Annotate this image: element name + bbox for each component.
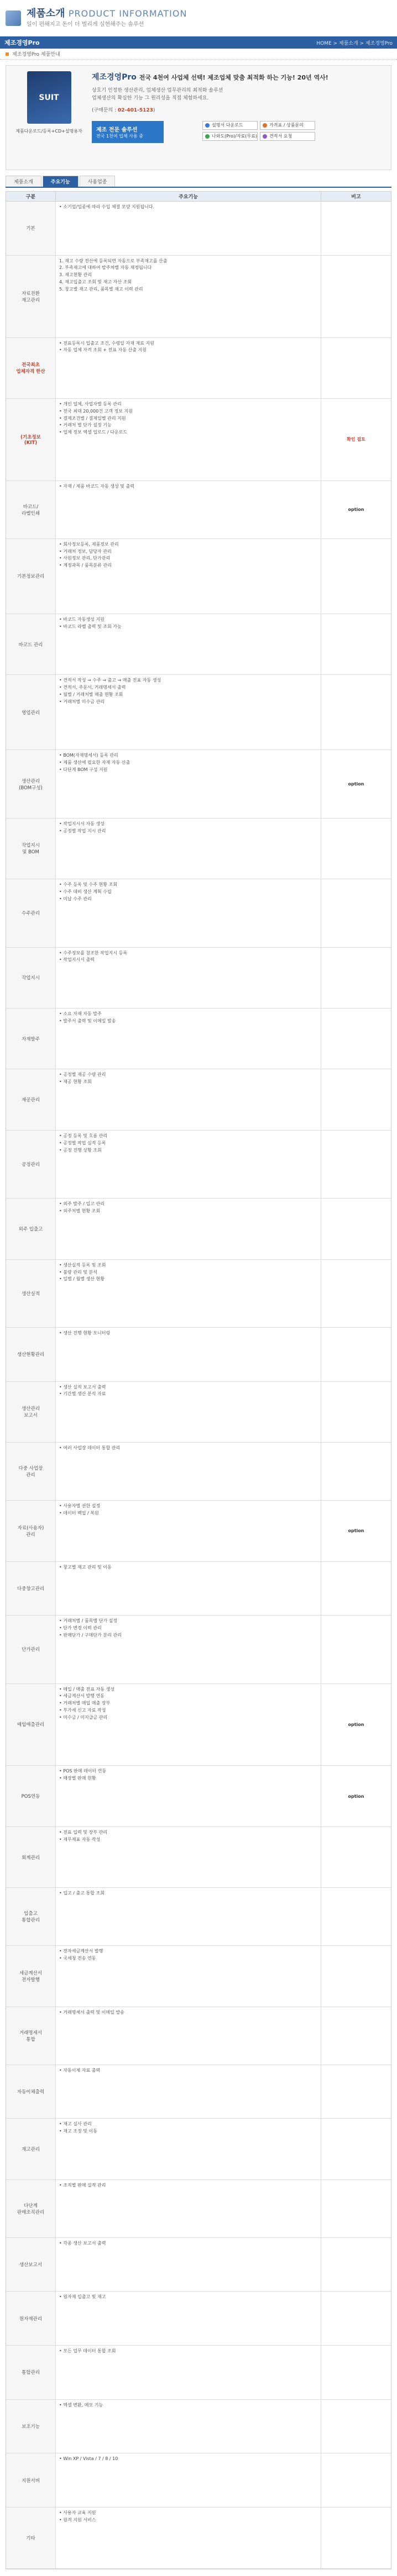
row-features: • 견적서 작성 → 수주 → 출고 → 매출 전표 자동 생성 • 견적서, 주문서, 거래명세서 출력 • 월별 / 거래처별 매출 현황 조회 • 거래처별 미수금 관리 — [56, 675, 321, 749]
row-note — [321, 879, 391, 947]
table-row — [6, 2238, 391, 2292]
btn-label: 견적서 요청 — [269, 134, 292, 139]
row-note — [321, 1827, 391, 1887]
table-row — [6, 2007, 391, 2065]
row-note — [321, 1888, 391, 1945]
table-row — [6, 1131, 391, 1199]
row-features: • 생산 실적 보고서 출력 • 기간별 생산 분석 자료 — [56, 1382, 321, 1442]
row-note — [321, 1946, 391, 2006]
table-row — [6, 1616, 391, 1683]
quote-icon — [263, 134, 267, 139]
table-row — [6, 1562, 391, 1616]
purchase-inquiry — [92, 106, 385, 113]
row-category: 세금계산서 전자발행 — [6, 1946, 56, 2006]
row-note — [321, 202, 391, 255]
row-features: • 개인 업체, 사업자별 등록 관리 • 전국 최대 20,000건 고객 정보 지원 • 결제조건별 / 결제일별 관리 지원 • 거래처 별 단가 설정 기능 • 업체 정보 엑셀 업로드 / 다운로드 — [56, 399, 321, 481]
header-note: 비고 — [351, 194, 361, 200]
row-features: • 엑셀 변환, 메모 기능 — [56, 2400, 321, 2453]
inquiry-phone: 02-401-5123 — [118, 107, 153, 113]
row-note — [321, 614, 391, 674]
row-features: • 모든 업무 데이터 통합 조회 — [56, 2346, 321, 2399]
row-features: • 수주 등록 및 수주 현황 조회 • 수주 대비 생산 계획 수립 • 미납 수주 관리 — [56, 879, 321, 947]
row-features: • 거래처별 / 품목별 단가 설정 • 단가 변경 이력 관리 • 판매단가 / 구매단가 분리 관리 — [56, 1616, 321, 1683]
row-note — [321, 1069, 391, 1129]
row-note: option — [348, 1528, 364, 1534]
row-features: • 외주 발주 / 입고 관리 • 외주처별 현황 조회 — [56, 1199, 321, 1259]
row-note — [321, 2508, 391, 2568]
row-features: • 작업지시서 자동 생성 • 공정별 작업 지시 관리 — [56, 819, 321, 879]
tab-product-intro[interactable]: 제품소개 — [6, 176, 41, 187]
row-note — [321, 1328, 391, 1381]
header-title-ko: 제품소개 — [27, 7, 65, 19]
row-note — [321, 2238, 391, 2292]
row-category: 거래명세서 통합 — [6, 2007, 56, 2065]
row-note — [321, 1199, 391, 1259]
row-features: • POS 판매 데이터 연동 • 매장별 판매 현황 — [56, 1766, 321, 1826]
row-note: 확인 검토 — [347, 437, 365, 442]
table-row — [6, 1382, 391, 1443]
table-row — [6, 1443, 391, 1501]
row-features: • 바코드 자동생성 지원 • 바코드 라벨 출력 및 조회 가능 — [56, 614, 321, 674]
row-features: • 창고별 재고 관리 및 이동 — [56, 1562, 321, 1616]
product-buttons — [202, 121, 315, 141]
table-row — [6, 1260, 391, 1328]
row-category: 매입매출관리 — [6, 1684, 56, 1766]
row-features: • 생산실적 등록 및 조회 • 불량 관리 및 분석 • 일별 / 월별 생산 현황 — [56, 1260, 321, 1327]
trial-icon — [205, 134, 210, 139]
table-row — [6, 338, 391, 399]
product-name-line — [92, 71, 385, 82]
row-category: 기본정보관리 — [6, 539, 56, 614]
row-category: 작업지시 및 BOM — [6, 819, 56, 879]
table-row — [6, 202, 391, 256]
row-features: • 재고 실사 관리 • 재고 조정 및 이동 — [56, 2119, 321, 2179]
row-note: option — [348, 1722, 364, 1727]
row-note: option — [348, 507, 364, 513]
table-row — [6, 750, 391, 818]
download-icon — [205, 123, 210, 128]
table-row — [6, 879, 391, 947]
btn-label: 설명서 다운로드 — [212, 123, 243, 128]
row-features: • 거래명세서 출력 및 이메일 발송 — [56, 2007, 321, 2065]
table-row — [6, 1888, 391, 1946]
row-note — [321, 539, 391, 614]
product-tagline: 전국 4천여 사업체 선택! 제조업체 맞춤 최적화 하는 기능! 20년 역사! — [139, 74, 328, 81]
header-title-en: PRODUCT INFORMATION — [68, 8, 187, 19]
row-note — [321, 2453, 391, 2507]
table-row — [6, 2508, 391, 2568]
product-description: 상호기 인정한 생산관리, 업체생산 업무관리의 최적화 솔루션 업체생산의 확실한 기능 그 원리성을 직접 체험하세요. — [92, 88, 223, 102]
row-category: 재고관리 — [6, 2119, 56, 2179]
row-note — [321, 2346, 391, 2399]
row-category: 자재발주 — [6, 1009, 56, 1069]
table-body — [6, 202, 391, 2569]
tab-bar — [6, 176, 391, 188]
row-note: option — [348, 1793, 364, 1799]
row-note: option — [348, 782, 364, 787]
row-category: 수주관리 — [6, 879, 56, 947]
section-bar — [0, 49, 397, 60]
row-note — [321, 2400, 391, 2453]
table-header — [6, 192, 391, 202]
section-label: 제조경영Pro 제품안내 — [12, 52, 60, 57]
row-category: 원자재관리 — [6, 2292, 56, 2345]
row-category: (기초정보 (KIT) — [6, 399, 56, 481]
logo-icon — [6, 10, 21, 26]
table-row — [6, 675, 391, 750]
row-note — [321, 819, 391, 879]
row-category: 자동이체출력 — [6, 2065, 56, 2119]
inquiry-end: ) — [153, 107, 155, 113]
table-row — [6, 2400, 391, 2454]
row-features: • 전표등록시 입출고 조건, 수령일 자재 재료 지원 • 자동 업체 자격 조회 + 전표 자동 산출 지원 — [56, 338, 321, 398]
row-features: 1. 재고 수량 전산에 등록되면 자동으로 부족재고를 산출 2. 부족재고에 대하여 발주처별 자동 재정됩니다 3. 재고현황 관리 4. 재고입출고 조회 및 재고 자산 조회 5. 창고별 재고 관리, 품목별 재고 이력 관리 — [56, 256, 321, 337]
row-note — [321, 1009, 391, 1069]
row-features: • 수주정보를 참조한 작업지시 등록 • 작업지시서 출력 — [56, 948, 321, 1008]
row-category: 재공관리 — [6, 1069, 56, 1129]
row-category: 기타 — [6, 2508, 56, 2568]
row-note — [321, 1382, 391, 1442]
table-row — [6, 2180, 391, 2238]
row-note — [321, 1443, 391, 1500]
row-note — [321, 1562, 391, 1616]
row-category: 다단계 판매조직관리 — [6, 2180, 56, 2237]
header-features: 주요기능 — [56, 192, 321, 201]
row-features: • 매입 / 매출 전표 자동 생성 • 세금계산서 발행 연동 • 거래처별 매입 매출 장부 • 부가세 신고 자료 작성 • 미수금 / 미지급금 관리 — [56, 1684, 321, 1766]
row-note — [321, 948, 391, 1008]
row-category: 생산관리 (BOM구성) — [6, 750, 56, 817]
row-category: 생산관리 보고서 — [6, 1382, 56, 1442]
row-note — [321, 2180, 391, 2237]
badge-title: 제조 전문 솔루션 — [96, 126, 138, 133]
row-features: • 원자재 입출고 및 재고 — [56, 2292, 321, 2345]
table-row — [6, 1009, 391, 1069]
product-info — [86, 71, 385, 164]
tab-industries[interactable]: 사용업종 — [80, 176, 116, 187]
free-trial-button[interactable] — [202, 132, 258, 141]
badge-sub: 전국 1천여 업체 사용 중 — [96, 133, 143, 139]
tab-main-features[interactable]: 주요기능 — [43, 176, 79, 187]
row-note — [321, 2292, 391, 2345]
page-title: 제조경영Pro — [4, 39, 40, 46]
row-category: 자료(사용자) 관리 — [6, 1501, 56, 1561]
table-row — [6, 2346, 391, 2400]
row-features: • 사용자별 권한 설정 • 데이터 백업 / 복원 — [56, 1501, 321, 1561]
table-row — [6, 481, 391, 539]
quote-request-button[interactable] — [260, 132, 315, 141]
row-features: • BOM(자재명세서) 등록 관리 • 제품 생산에 필요한 자재 자동 산출 • 다단계 BOM 구성 지원 — [56, 750, 321, 817]
product-image — [12, 71, 86, 164]
row-category: 입출고 통합관리 — [6, 1888, 56, 1945]
product-box-image: SUIT — [27, 71, 71, 124]
table-row — [6, 1501, 391, 1561]
row-features: • 자재 / 제품 바코드 자동 생성 및 출력 — [56, 481, 321, 539]
row-category: 생산현황관리 — [6, 1328, 56, 1381]
row-features: • 전자세금계산서 발행 • 국세청 전송 연동 — [56, 1946, 321, 2006]
row-category: 외주 입출고 — [6, 1199, 56, 1259]
row-features: • 공정 등록 및 흐름 관리 • 공정별 작업 실적 등록 • 공정 진행 상황 조회 — [56, 1131, 321, 1198]
row-features: • 각종 생산 보고서 출력 — [56, 2238, 321, 2292]
feature-table — [6, 191, 391, 2569]
row-category: 회계관리 — [6, 1827, 56, 1887]
row-category: 다중창고관리 — [6, 1562, 56, 1616]
row-category: 공정관리 — [6, 1131, 56, 1198]
table-row — [6, 1827, 391, 1888]
row-category: 바코드 관리 — [6, 614, 56, 674]
row-features: • 자동이체 자료 출력 — [56, 2065, 321, 2119]
table-row — [6, 1069, 391, 1130]
title-bar — [0, 36, 397, 49]
row-features: • 소기업/업종에 따라 수입 체결 모양 지원됩니다. — [56, 202, 321, 255]
row-features: • 소요 자재 자동 발주 • 발주서 출력 및 이메일 발송 — [56, 1009, 321, 1069]
table-row — [6, 1199, 391, 1259]
product-badge — [92, 121, 164, 143]
row-note — [321, 256, 391, 337]
product-name: 제조경영Pro — [92, 73, 137, 82]
header-category: 구분 — [6, 192, 56, 201]
table-row — [6, 256, 391, 338]
row-note — [321, 2007, 391, 2065]
row-note — [321, 1616, 391, 1683]
header-title — [27, 8, 187, 20]
table-row — [6, 2119, 391, 2179]
row-note — [321, 338, 391, 398]
row-features: • 입고 / 출고 통합 조회 — [56, 1888, 321, 1945]
row-category: 바코드/ 라벨인쇄 — [6, 481, 56, 539]
product-caption: 제품다운로드/등록+CD+설명용자 — [15, 129, 82, 134]
row-features: • 여러 사업장 데이터 통합 관리 — [56, 1443, 321, 1500]
table-row — [6, 2292, 391, 2346]
row-category: 자료전환 재고관리 — [6, 256, 56, 337]
bullet-icon — [6, 52, 9, 56]
row-category: 영업관리 — [6, 675, 56, 749]
row-features: • 사용자 교육 지원 • 원격 지원 서비스 — [56, 2508, 321, 2568]
btn-label: 가격표 / 상품문의 — [269, 123, 304, 128]
breadcrumb[interactable]: HOME > 제품소개 > 제조경영Pro — [316, 40, 393, 46]
product-panel — [6, 65, 391, 170]
row-category: 통합관리 — [6, 2346, 56, 2399]
row-category: 지원서버 — [6, 2453, 56, 2507]
row-features: • 조직별 판매 실적 관리 — [56, 2180, 321, 2237]
row-category: 생산실적 — [6, 1260, 56, 1327]
row-note — [321, 2119, 391, 2179]
table-row — [6, 2453, 391, 2508]
table-row — [6, 948, 391, 1009]
row-category: POS연동 — [6, 1766, 56, 1826]
header-subtitle: 일이 편해지고 돈이 더 벌리게 실현해주는 솔루션 — [27, 22, 144, 28]
table-row — [6, 539, 391, 614]
table-row — [6, 1766, 391, 1827]
row-category: 전국최초 업체자격 한산 — [6, 338, 56, 398]
inquiry-label: (구매문의 : — [92, 107, 118, 113]
row-category: 다중 사업장 관리 — [6, 1443, 56, 1500]
row-features: • 생산 진행 현황 모니터링 — [56, 1328, 321, 1381]
row-category: 생산보고서 — [6, 2238, 56, 2292]
table-row — [6, 614, 391, 675]
row-features: • Win XP / Vista / 7 / 8 / 10 — [56, 2453, 321, 2507]
table-row — [6, 1328, 391, 1382]
row-features: • 공정별 재공 수량 관리 • 재공 현황 조회 — [56, 1069, 321, 1129]
row-category: 기본 — [6, 202, 56, 255]
table-row — [6, 2065, 391, 2119]
btn-label: 나와도(Pro)/자료(무료) — [212, 134, 257, 139]
price-inquiry-button[interactable] — [260, 121, 315, 130]
header — [0, 0, 397, 36]
row-features: • 회사정보등록, 제품정보 관리 • 거래처 정보, 담당자 관리 • 사원정보 관리, 단가관리 • 계정과목 / 품목분류 관리 — [56, 539, 321, 614]
row-category: 단가관리 — [6, 1616, 56, 1683]
row-category: 작업지시 — [6, 948, 56, 1008]
row-note — [321, 1260, 391, 1327]
row-category: 보조기능 — [6, 2400, 56, 2453]
table-row — [6, 399, 391, 481]
table-row — [6, 1684, 391, 1766]
price-icon — [263, 123, 267, 128]
table-row — [6, 819, 391, 879]
table-row — [6, 1946, 391, 2007]
row-features: • 전표 입력 및 장부 관리 • 재무제표 자동 작성 — [56, 1827, 321, 1887]
download-manual-button[interactable] — [202, 121, 258, 130]
row-note — [321, 2065, 391, 2119]
row-note — [321, 1131, 391, 1198]
row-note — [321, 675, 391, 749]
